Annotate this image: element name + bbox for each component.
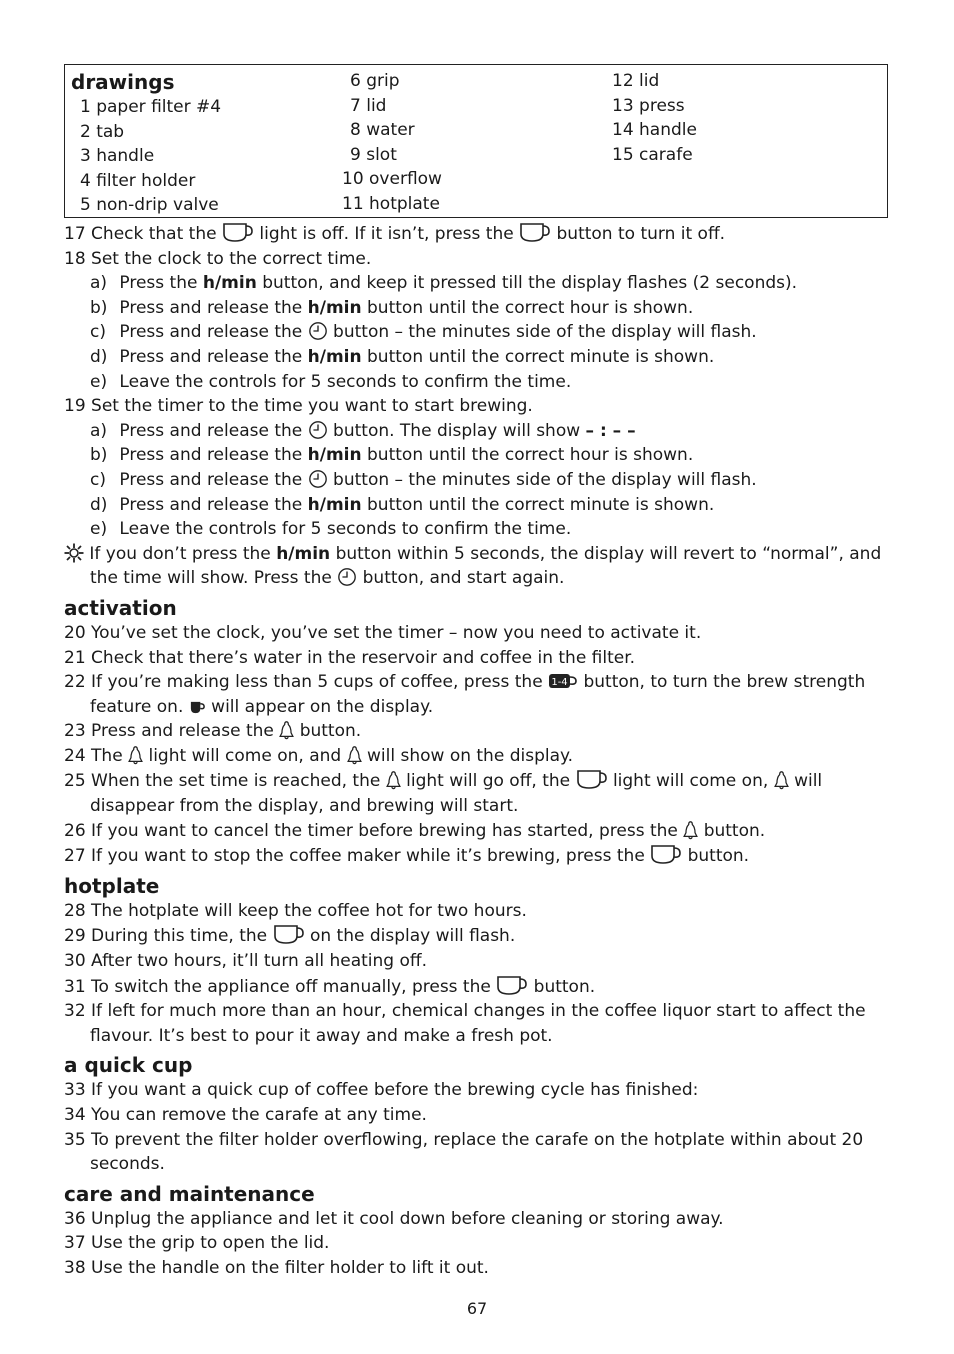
step-text: The hotplate will keep the coffee hot for two hours. <box>91 900 527 921</box>
clock-icon <box>308 469 328 489</box>
step-text: light is off. If it isn’t, press the <box>259 224 514 244</box>
cup-icon <box>273 923 305 945</box>
cup-icon <box>519 221 551 243</box>
instructions <box>64 221 894 1281</box>
step-text: button until the correct minute is shown. <box>367 346 715 367</box>
sub-label: a) <box>90 273 108 294</box>
clock-icon <box>308 420 328 440</box>
drawings-column-2 <box>342 69 442 217</box>
step-25 <box>64 768 894 818</box>
step-number: 26 <box>64 820 86 841</box>
step-18e <box>64 370 894 395</box>
hmin-label: h/min <box>307 297 362 318</box>
bell-icon <box>774 770 789 790</box>
brew-strength-icon <box>548 671 578 691</box>
step-21 <box>64 646 894 671</box>
step-27 <box>64 843 894 869</box>
step-text: button. <box>703 820 766 841</box>
step-text: Press and release the <box>119 346 303 367</box>
step-text: Press the <box>119 273 198 294</box>
step-text: If you want a quick cup of coffee before the brewing cycle has finished: <box>91 1080 699 1101</box>
step-text: button until the correct hour is shown. <box>367 297 694 318</box>
step-34 <box>64 1103 894 1128</box>
step-text: button – the minutes side of the display will flash. <box>333 322 757 343</box>
step-text: Press and release the <box>119 445 303 466</box>
sub-label: e) <box>90 371 108 392</box>
step-19 <box>64 394 894 419</box>
step-text: If left for much more than an hour, chemical changes in the coffee liquor start to affect the flavour. It’s best to pour it away and make a fresh pot. <box>90 1001 866 1046</box>
step-text: If you’re making less than 5 cups of coffee, press the <box>91 672 543 693</box>
step-number: 32 <box>64 1001 86 1022</box>
step-35 <box>64 1128 894 1177</box>
step-number: 28 <box>64 900 86 921</box>
step-number: 36 <box>64 1208 86 1229</box>
step-text: will appear on the display. <box>211 696 434 717</box>
tip-text: button within 5 seconds, the display will revert to “normal”, and the time will show. Press the <box>90 543 882 589</box>
step-number: 31 <box>64 976 86 997</box>
step-19a <box>64 419 894 444</box>
step-text: button. The display will show <box>333 420 581 441</box>
step-text: Press and release the <box>119 420 303 441</box>
section-heading-quick-cup: a quick cup <box>64 1053 193 1078</box>
step-number: 27 <box>64 846 86 867</box>
step-number: 22 <box>64 672 86 693</box>
page-number: 67 <box>466 1299 488 1318</box>
sub-label: b) <box>90 297 108 318</box>
drawing-item: 15 carafe <box>612 144 693 165</box>
step-text: The <box>91 745 123 766</box>
clock-icon <box>308 321 328 341</box>
step-text: button. <box>299 721 362 742</box>
bell-icon <box>683 820 698 840</box>
step-text: After two hours, it’ll turn all heating off. <box>91 951 427 972</box>
step-text: Press and release the <box>119 494 303 515</box>
tip-note <box>64 542 894 591</box>
step-text: If you want to cancel the timer before brewing has started, press the <box>91 820 678 841</box>
step-37 <box>64 1231 894 1256</box>
step-text: You can remove the carafe at any time. <box>91 1105 427 1125</box>
drawing-item: 3 handle <box>80 146 155 167</box>
step-number: 23 <box>64 721 86 742</box>
step-text: To prevent the filter holder overflowing, replace the carafe on the hotplate within about 20 seconds. <box>90 1129 864 1175</box>
drawings-column-1 <box>71 69 221 218</box>
drawings-title: drawings <box>71 70 175 94</box>
drawing-item: 7 lid <box>350 95 387 116</box>
tip-sun-icon <box>64 543 84 563</box>
step-text: button. <box>687 846 750 867</box>
step-text: To switch the appliance off manually, press the <box>91 976 491 997</box>
step-text: button, and keep it pressed till the display flashes (2 seconds). <box>262 273 798 294</box>
step-text: Set the timer to the time you want to start brewing. <box>91 396 533 417</box>
brew-strength-icon-label: 1-4 <box>551 677 568 689</box>
bell-icon <box>386 770 401 790</box>
step-33 <box>64 1078 894 1103</box>
drawings-box <box>64 64 888 218</box>
step-text: Press and release the <box>91 721 274 742</box>
step-18d <box>64 345 894 370</box>
sub-label: d) <box>90 494 108 515</box>
drawing-item: 1 paper filter #4 <box>80 97 222 117</box>
step-text: light will go off, the <box>406 771 571 792</box>
drawing-item: 13 press <box>612 95 685 116</box>
tip-text: If you don’t press the <box>89 543 271 564</box>
drawing-item: 11 hotplate <box>342 193 440 214</box>
bell-icon <box>128 745 143 765</box>
section-heading-care: care and maintenance <box>64 1181 315 1206</box>
sub-label: a) <box>90 420 108 441</box>
step-text: button – the minutes side of the display will flash. <box>333 469 757 490</box>
step-29 <box>64 923 894 949</box>
step-17 <box>64 221 894 247</box>
step-text: Check that there’s water in the reservoir and coffee in the filter. <box>91 647 636 668</box>
step-19d <box>64 493 894 518</box>
drawing-item: 12 lid <box>612 71 660 91</box>
drawing-item: 9 slot <box>350 144 397 165</box>
drawings-column-3 <box>612 69 697 167</box>
step-number: 25 <box>64 771 86 792</box>
step-19c <box>64 468 894 493</box>
step-number: 18 <box>64 248 86 269</box>
step-text: When the set time is reached, the <box>91 771 381 792</box>
step-text: Unplug the appliance and let it cool down before cleaning or storing away. <box>91 1208 724 1229</box>
step-text: Press and release the <box>119 322 303 343</box>
hmin-label: h/min <box>276 543 331 564</box>
small-cup-icon <box>189 699 206 716</box>
step-30 <box>64 949 894 974</box>
step-20 <box>64 621 894 646</box>
step-18b <box>64 296 894 321</box>
step-text: Use the handle on the filter holder to lift it out. <box>91 1257 489 1278</box>
step-31 <box>64 974 894 1000</box>
step-text: will show on the display. <box>367 745 574 766</box>
step-19b <box>64 443 894 468</box>
step-text: If you want to stop the coffee maker while it’s brewing, press the <box>91 846 645 867</box>
step-28 <box>64 899 894 924</box>
cup-icon <box>650 843 682 865</box>
step-number: 37 <box>64 1233 86 1254</box>
step-number: 30 <box>64 951 86 972</box>
step-22 <box>64 670 894 719</box>
step-19e <box>64 517 894 542</box>
drawing-item: 14 handle <box>612 120 697 141</box>
cup-icon <box>496 974 528 996</box>
step-number: 29 <box>64 926 86 947</box>
step-32 <box>64 999 894 1048</box>
step-text: Press and release the <box>119 469 303 490</box>
step-text: Leave the controls for 5 seconds to confirm the time. <box>119 519 572 540</box>
step-text: Check that the <box>91 224 217 244</box>
sub-label: c) <box>90 322 106 343</box>
step-38 <box>64 1256 894 1281</box>
step-text: You’ve set the clock, you’ve set the timer – now you need to activate it. <box>91 622 702 643</box>
step-text: Set the clock to the correct time. <box>91 248 372 269</box>
step-number: 38 <box>64 1257 86 1278</box>
sub-label: c) <box>90 469 106 490</box>
step-number: 35 <box>64 1129 86 1150</box>
step-18a <box>64 271 894 296</box>
step-text: light will come on, and <box>148 745 342 766</box>
step-number: 17 <box>64 224 86 244</box>
step-number: 21 <box>64 647 86 668</box>
section-heading-hotplate: hotplate <box>64 873 160 898</box>
drawing-item: 6 grip <box>350 71 400 91</box>
step-24 <box>64 744 894 769</box>
hmin-label: h/min <box>307 494 362 515</box>
bell-icon <box>347 745 362 765</box>
step-text: Press and release the <box>119 297 303 318</box>
step-text: button, to turn the brew strength feature on. <box>90 672 866 717</box>
clock-icon <box>337 567 357 587</box>
tip-text: button, and start again. <box>362 568 565 589</box>
sub-label: b) <box>90 445 108 466</box>
bell-icon <box>279 720 294 740</box>
step-text: During this time, the <box>91 926 268 947</box>
drawing-item: 8 water <box>350 120 415 141</box>
step-number: 34 <box>64 1105 86 1125</box>
sub-label: e) <box>90 519 108 540</box>
step-text: button to turn it off. <box>556 224 726 244</box>
step-26 <box>64 819 894 844</box>
step-text: button until the correct minute is shown. <box>367 494 715 515</box>
hmin-label: h/min <box>202 273 257 294</box>
step-18c <box>64 320 894 345</box>
step-number: 24 <box>64 745 86 766</box>
step-number: 33 <box>64 1080 86 1101</box>
step-text: Leave the controls for 5 seconds to confirm the time. <box>119 371 572 392</box>
hmin-label: h/min <box>307 445 362 466</box>
step-23 <box>64 719 894 744</box>
step-text: on the display will flash. <box>309 926 516 947</box>
section-heading-activation: activation <box>64 595 177 620</box>
display-readout: – : – – <box>585 420 636 441</box>
step-number: 19 <box>64 396 86 417</box>
step-number: 20 <box>64 622 86 643</box>
step-text: will disappear from the display, and brewing will start. <box>90 771 823 817</box>
step-18 <box>64 247 894 272</box>
step-36 <box>64 1207 894 1232</box>
step-text: Use the grip to open the lid. <box>91 1233 330 1254</box>
drawing-item: 5 non-drip valve <box>80 195 219 216</box>
cup-icon <box>222 221 254 243</box>
cup-icon <box>576 768 608 790</box>
step-text: light will come on, <box>612 771 769 792</box>
drawing-item: 10 overflow <box>342 169 442 190</box>
step-text: button. <box>533 976 596 997</box>
step-text: button until the correct hour is shown. <box>367 445 694 466</box>
drawing-item: 4 filter holder <box>80 170 196 191</box>
drawing-item: 2 tab <box>80 121 125 142</box>
hmin-label: h/min <box>307 346 362 367</box>
sub-label: d) <box>90 346 108 367</box>
